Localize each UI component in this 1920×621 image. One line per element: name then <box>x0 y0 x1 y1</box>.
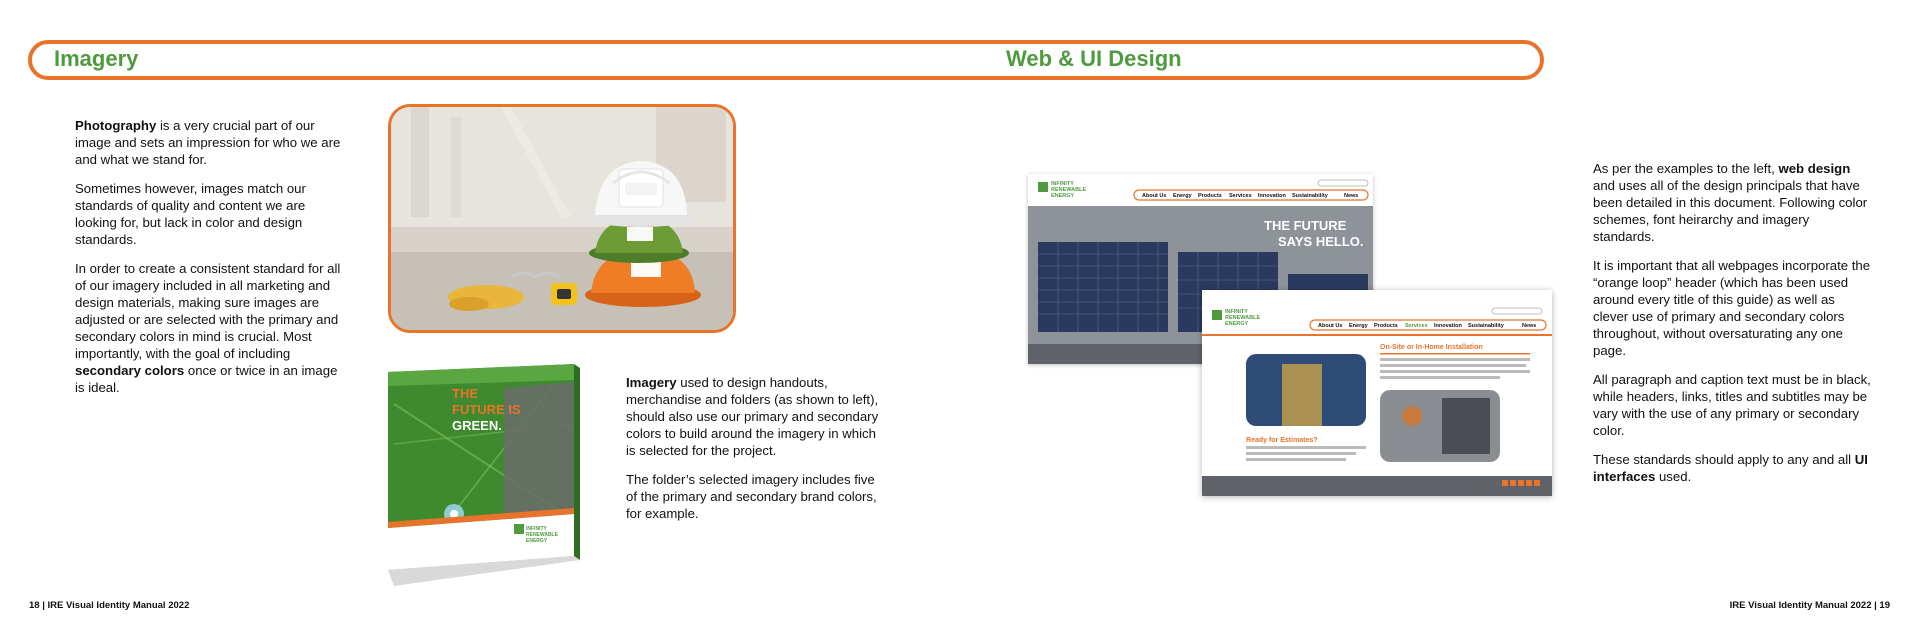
mock1-nav-6: News <box>1344 193 1359 199</box>
paragraph: It is important that all webpages incorporate the “orange loop” header (which has been used around every title of this guide) as well as clever use of primary and secondary colors throughout, without oversaturating any one page. <box>1593 258 1871 358</box>
hard-hats-illustration <box>391 107 733 330</box>
bold-term: web design <box>1778 161 1851 176</box>
paragraph <box>626 374 886 459</box>
mock2-cta-title: Ready for Estimates? <box>1246 437 1318 444</box>
imagery-text-column <box>75 117 345 408</box>
bold-term: Imagery <box>626 375 677 390</box>
mock1-brand-line3: ENERGY <box>1051 193 1075 199</box>
mock1-nav-1: Energy <box>1173 193 1192 199</box>
folder-text-column <box>626 374 886 534</box>
paragraph: All paragraph and caption text must be in black, while headers, links, titles and subtitles may be vary with the use of any primary or secondary color. <box>1593 372 1871 438</box>
mock1-hero-line2: SAYS HELLO. <box>1278 234 1364 249</box>
mock2-section-title: On-Site or In-Home Installation <box>1380 344 1483 351</box>
paragraph <box>75 260 345 396</box>
web-design-text-column <box>1593 160 1873 497</box>
mock2-brand-line2: RENEWABLE <box>1225 315 1261 321</box>
folder-headline-line3: GREEN. <box>452 418 502 433</box>
mock1-nav-3: Services <box>1229 193 1252 199</box>
bold-term: Photography <box>75 118 157 133</box>
paragraph-text: used to design handouts, merchandise and folders (as shown to left), should also use our primary and secondary colors to build around the imagery in which is selected for the project. <box>626 375 879 458</box>
folder-brand-line2: RENEWABLE <box>526 532 558 538</box>
mock2-nav-4: Innovation <box>1434 323 1462 329</box>
hard-hats-photo <box>388 104 736 333</box>
mock1-hero-line1: THE FUTURE <box>1264 218 1347 233</box>
mock2-nav-0: About Us <box>1318 323 1343 329</box>
mock1-brand-line2: RENEWABLE <box>1051 187 1087 193</box>
bold-term: UI interfaces <box>1593 452 1868 484</box>
webpage-mockup-services <box>1202 290 1552 496</box>
paragraph-text: used. <box>1655 469 1692 484</box>
footer-right: IRE Visual Identity Manual 2022 | 19 <box>1729 600 1890 611</box>
mock1-nav-4: Innovation <box>1258 193 1286 199</box>
mock2-nav-1: Energy <box>1349 323 1368 329</box>
bold-term: secondary colors <box>75 363 185 378</box>
paragraph: The folder’s selected imagery includes five of the primary and secondary brand colors, for example. <box>626 472 877 521</box>
paragraph-text: As per the examples to the left, <box>1593 161 1779 176</box>
mock2-nav-6: News <box>1522 323 1537 329</box>
page-title-imagery: Imagery <box>54 46 139 71</box>
folder-brand-line3: ENERGY <box>526 538 548 544</box>
mock1-brand-line1: INFINITY <box>1051 181 1074 187</box>
paragraph-text: is a very crucial part of our image and sets an impression for who we are and what we stand for. <box>75 118 341 167</box>
mock1-nav-5: Sustainability <box>1292 193 1328 199</box>
mock1-nav-2: Products <box>1198 193 1222 199</box>
paragraph-text: In order to create a consistent standard for all of our imagery included in all marketing and design materials, making sure images are adjusted or are selected with the primary and secondary colors in mind is crucial. Most importantly, with the goal of including <box>75 261 341 361</box>
mock1-nav-0: About Us <box>1142 193 1167 199</box>
folder-mockup <box>384 364 584 586</box>
page-title-web-ui: Web & UI Design <box>1006 46 1182 71</box>
folder-headline-line1: THE <box>452 386 478 401</box>
footer-left: 18 | IRE Visual Identity Manual 2022 <box>29 600 190 611</box>
folder-illustration <box>384 364 584 586</box>
folder-brand-line1: INFINITY <box>526 526 547 532</box>
paragraph <box>1593 160 1873 245</box>
mock2-brand-line1: INFINITY <box>1225 309 1248 315</box>
paragraph-text: and uses all of the design principals that have been detailed in this document. Following color schemes, font heirarchy and imagery standards. <box>1593 178 1868 244</box>
mock2-nav-3: Services <box>1405 323 1428 329</box>
paragraph <box>75 117 345 168</box>
mock2-nav-2: Products <box>1374 323 1398 329</box>
mock2-brand-line3: ENERGY <box>1225 321 1249 327</box>
folder-headline-line2: FUTURE IS <box>452 402 521 417</box>
orange-loop-header <box>28 40 1544 80</box>
webpage-services-illustration <box>1202 290 1552 496</box>
mock2-nav-5: Sustainability <box>1468 323 1504 329</box>
paragraph-text: once or twice in an image is ideal. <box>75 363 338 395</box>
paragraph <box>1593 451 1873 485</box>
paragraph: Sometimes however, images match our standards of quality and content we are looking for, but lack in color and design standards. <box>75 181 306 247</box>
paragraph-text: These standards should apply to any and all <box>1593 452 1855 467</box>
